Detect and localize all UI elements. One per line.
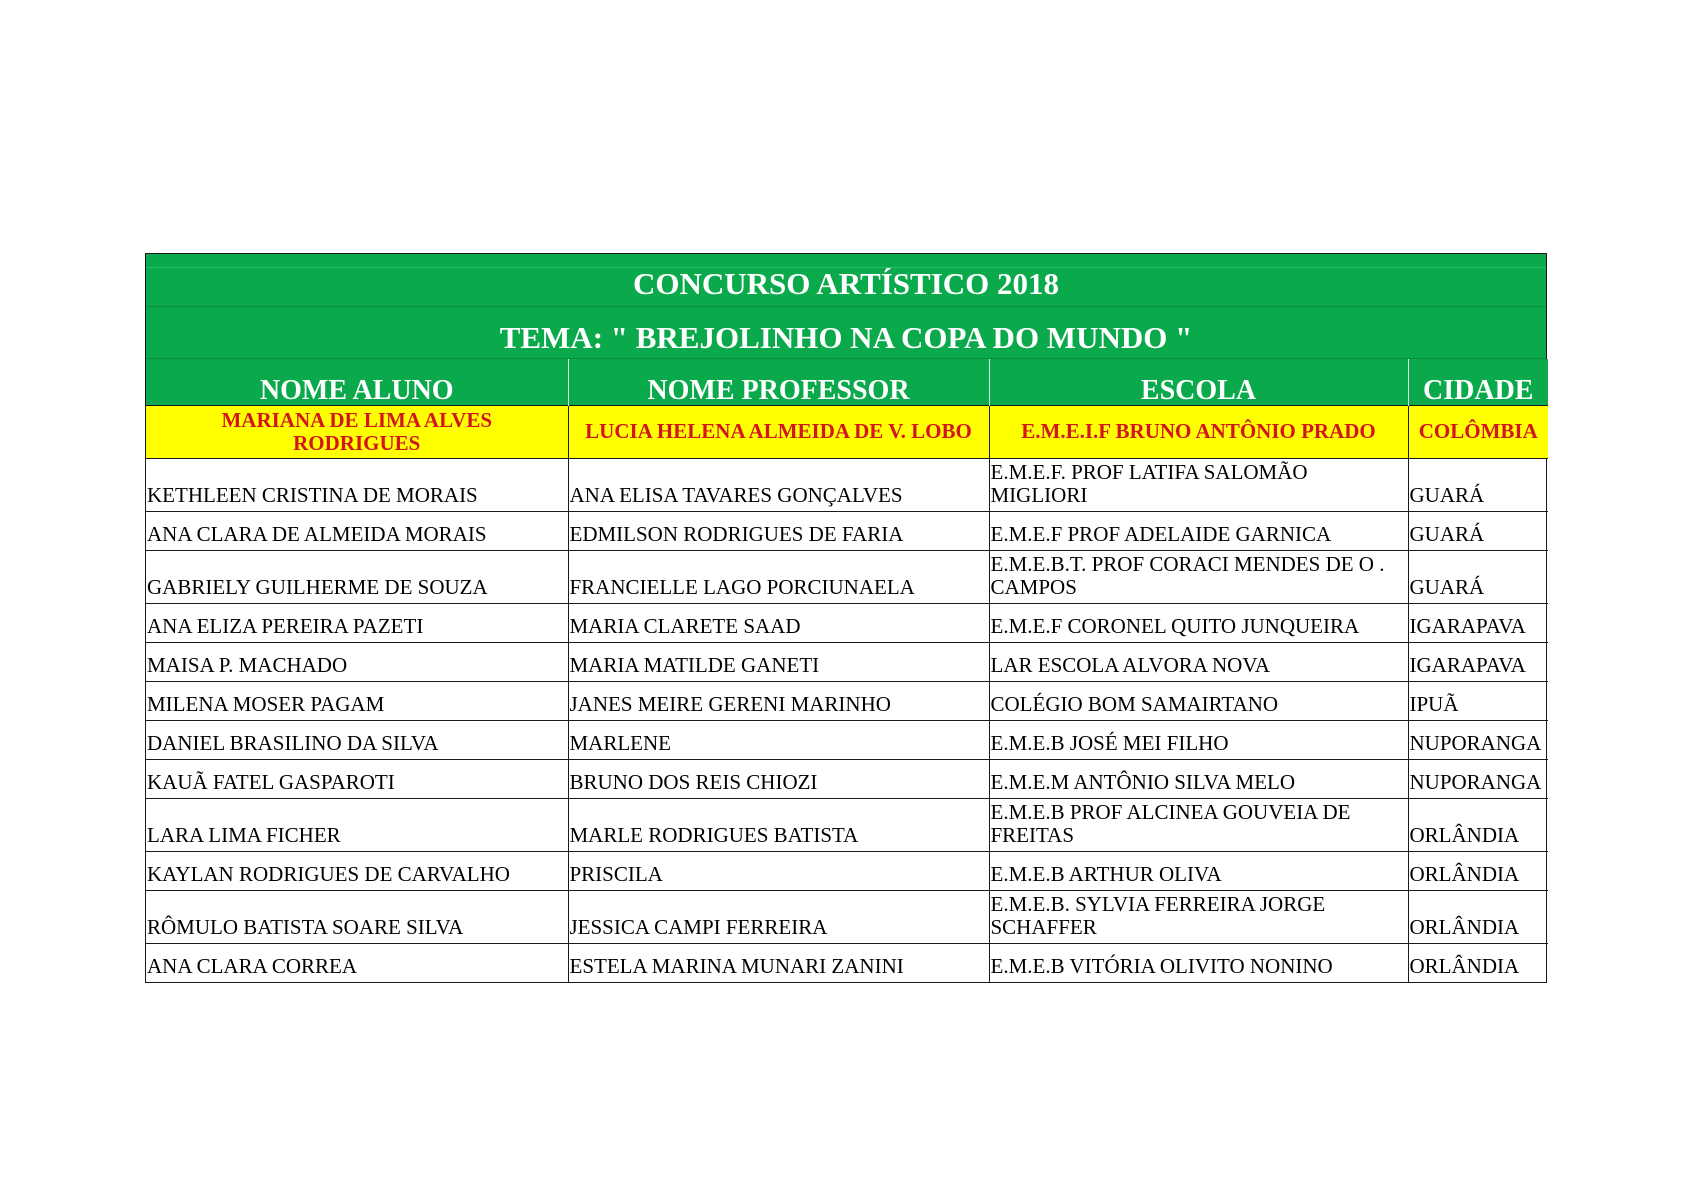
header-nome-aluno: NOME ALUNO xyxy=(146,359,568,406)
cell-aluno: GABRIELY GUILHERME DE SOUZA xyxy=(146,551,568,604)
cell-aluno: KAYLAN RODRIGUES DE CARVALHO xyxy=(146,852,568,891)
table-row xyxy=(146,852,1548,891)
header-escola: ESCOLA xyxy=(989,359,1408,406)
header-cidade: CIDADE xyxy=(1408,359,1548,406)
cell-cidade: IGARAPAVA xyxy=(1408,604,1548,643)
cell-professor: ANA ELISA TAVARES GONÇALVES xyxy=(568,459,989,512)
cell-escola: E.M.E.B ARTHUR OLIVA xyxy=(989,852,1408,891)
cell-cidade: ORLÂNDIA xyxy=(1408,944,1548,983)
cell-aluno: ANA CLARA CORREA xyxy=(146,944,568,983)
cell-professor: JESSICA CAMPI FERREIRA xyxy=(568,891,989,944)
cell-escola: E.M.E.F PROF ADELAIDE GARNICA xyxy=(989,512,1408,551)
cell-cidade: IPUÃ xyxy=(1408,682,1548,721)
cell-escola: E.M.E.B JOSÉ MEI FILHO xyxy=(989,721,1408,760)
cell-cidade: IGARAPAVA xyxy=(1408,643,1548,682)
cell-professor: EDMILSON RODRIGUES DE FARIA xyxy=(568,512,989,551)
table-row xyxy=(146,682,1548,721)
header-nome-professor: NOME PROFESSOR xyxy=(568,359,989,406)
cell-professor: ESTELA MARINA MUNARI ZANINI xyxy=(568,944,989,983)
cell-escola: E.M.E.B. SYLVIA FERREIRA JORGE SCHAFFER xyxy=(989,891,1408,944)
table-row xyxy=(146,760,1548,799)
cell-professor: FRANCIELLE LAGO PORCIUNAELA xyxy=(568,551,989,604)
winner-escola: E.M.E.I.F BRUNO ANTÔNIO PRADO xyxy=(989,406,1408,459)
cell-aluno: ANA ELIZA PEREIRA PAZETI xyxy=(146,604,568,643)
cell-professor: PRISCILA xyxy=(568,852,989,891)
cell-professor: MARIA CLARETE SAAD xyxy=(568,604,989,643)
cell-professor: MARLE RODRIGUES BATISTA xyxy=(568,799,989,852)
cell-cidade: ORLÂNDIA xyxy=(1408,891,1548,944)
table-row xyxy=(146,551,1548,604)
cell-cidade: GUARÁ xyxy=(1408,551,1548,604)
cell-escola: LAR ESCOLA ALVORA NOVA xyxy=(989,643,1408,682)
table-row xyxy=(146,944,1548,983)
cell-aluno: ANA CLARA DE ALMEIDA MORAIS xyxy=(146,512,568,551)
cell-aluno: DANIEL BRASILINO DA SILVA xyxy=(146,721,568,760)
contest-theme: TEMA: " BREJOLINHO NA COPA DO MUNDO " xyxy=(146,307,1546,359)
cell-aluno: MILENA MOSER PAGAM xyxy=(146,682,568,721)
table-row xyxy=(146,604,1548,643)
cell-cidade: NUPORANGA xyxy=(1408,760,1548,799)
cell-escola: E.M.E.B PROF ALCINEA GOUVEIA DE FREITAS xyxy=(989,799,1408,852)
cell-escola: E.M.E.F CORONEL QUITO JUNQUEIRA xyxy=(989,604,1408,643)
cell-aluno: KETHLEEN CRISTINA DE MORAIS xyxy=(146,459,568,512)
contest-table xyxy=(145,253,1547,983)
participants-table xyxy=(146,359,1548,982)
cell-cidade: NUPORANGA xyxy=(1408,721,1548,760)
table-row xyxy=(146,799,1548,852)
cell-escola: E.M.E.B VITÓRIA OLIVITO NONINO xyxy=(989,944,1408,983)
winner-professor: LUCIA HELENA ALMEIDA DE V. LOBO xyxy=(568,406,989,459)
cell-escola: E.M.E.F. PROF LATIFA SALOMÃO MIGLIORI xyxy=(989,459,1408,512)
cell-aluno: RÔMULO BATISTA SOARE SILVA xyxy=(146,891,568,944)
cell-cidade: ORLÂNDIA xyxy=(1408,799,1548,852)
table-row xyxy=(146,721,1548,760)
winner-cidade: COLÔMBIA xyxy=(1408,406,1548,459)
table-row xyxy=(146,459,1548,512)
cell-escola: E.M.E.B.T. PROF CORACI MENDES DE O . CAMPOS xyxy=(989,551,1408,604)
cell-professor: BRUNO DOS REIS CHIOZI xyxy=(568,760,989,799)
table-row xyxy=(146,643,1548,682)
column-header-row xyxy=(146,359,1548,406)
table-row xyxy=(146,891,1548,944)
cell-professor: MARIA MATILDE GANETI xyxy=(568,643,989,682)
contest-title: CONCURSO ARTÍSTICO 2018 xyxy=(146,254,1546,307)
cell-aluno: MAISA P. MACHADO xyxy=(146,643,568,682)
cell-cidade: ORLÂNDIA xyxy=(1408,852,1548,891)
table-row xyxy=(146,512,1548,551)
cell-professor: MARLENE xyxy=(568,721,989,760)
cell-professor: JANES MEIRE GERENI MARINHO xyxy=(568,682,989,721)
cell-escola: E.M.E.M ANTÔNIO SILVA MELO xyxy=(989,760,1408,799)
cell-escola: COLÉGIO BOM SAMAIRTANO xyxy=(989,682,1408,721)
winner-row xyxy=(146,406,1548,459)
cell-cidade: GUARÁ xyxy=(1408,512,1548,551)
cell-aluno: KAUÃ FATEL GASPAROTI xyxy=(146,760,568,799)
winner-aluno: MARIANA DE LIMA ALVES RODRIGUES xyxy=(146,406,568,459)
cell-aluno: LARA LIMA FICHER xyxy=(146,799,568,852)
cell-cidade: GUARÁ xyxy=(1408,459,1548,512)
